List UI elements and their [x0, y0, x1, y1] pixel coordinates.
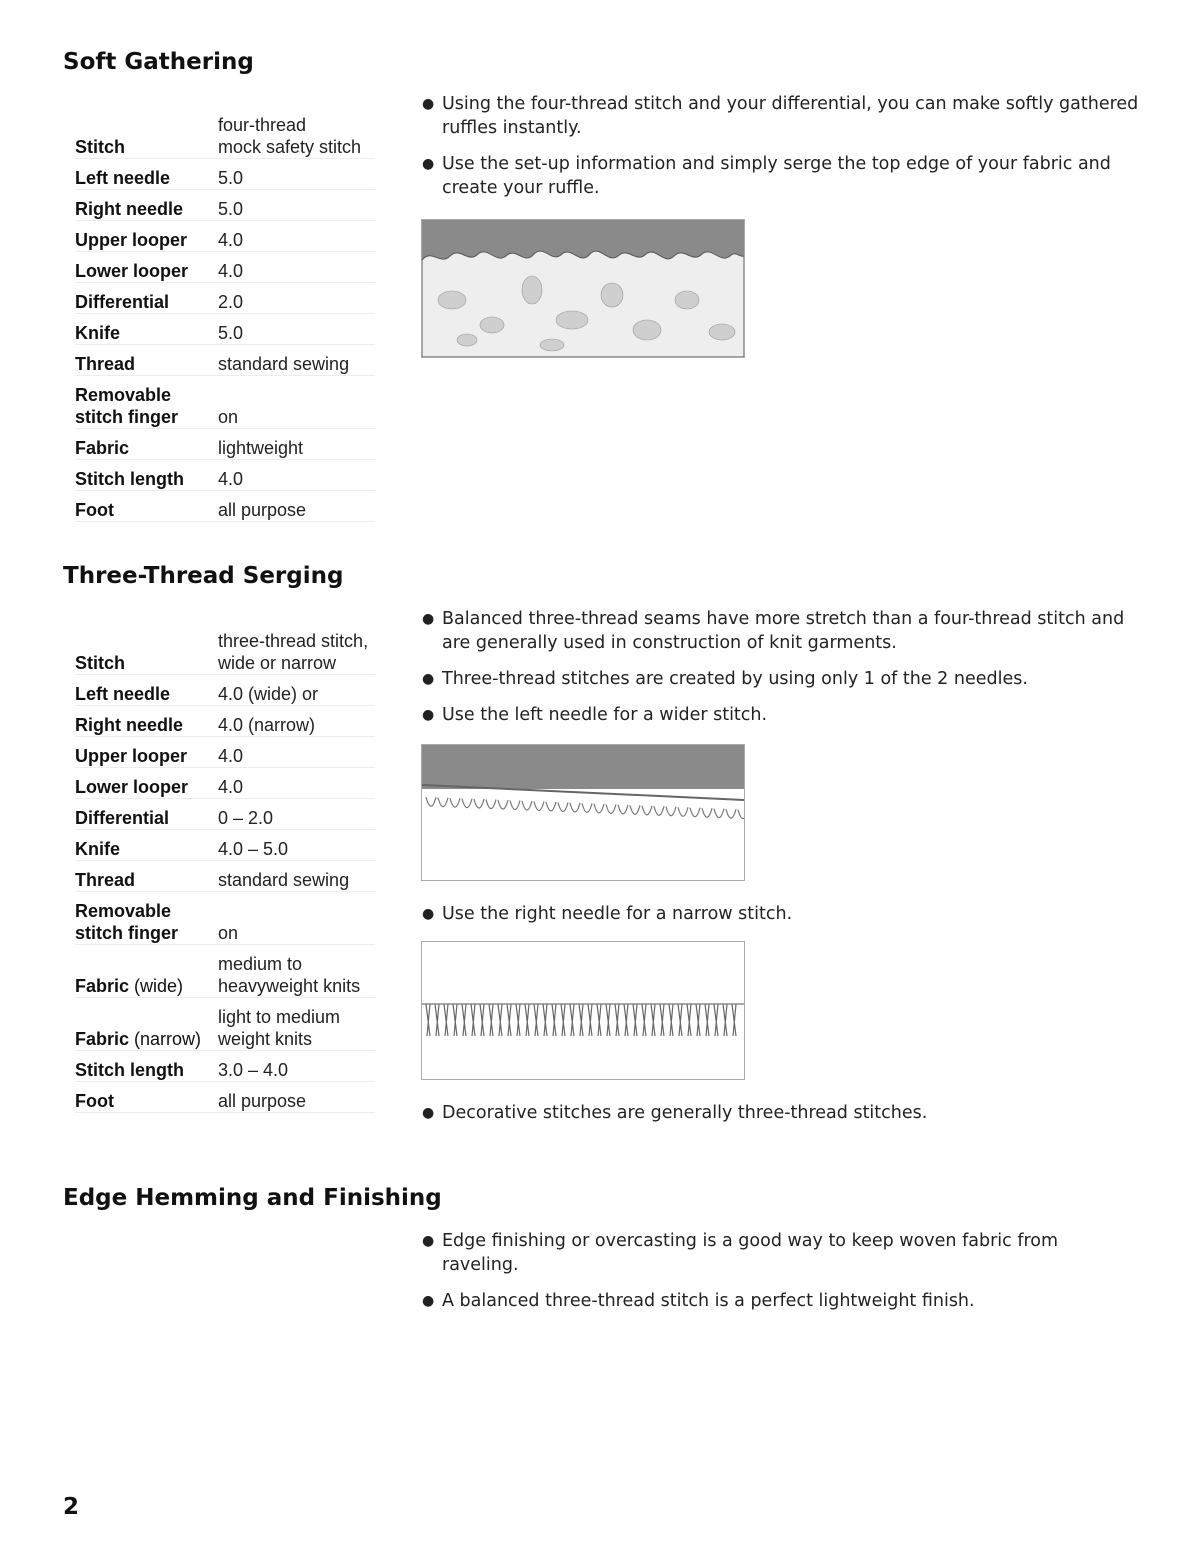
setting-label: Differential	[75, 292, 170, 312]
setting-label: Stitch	[75, 653, 126, 673]
page-number: 2	[63, 1494, 80, 1520]
bullet-text: Balanced three-thread seams have more stretch than a four-thread stitch and are generally used in construction of knit garments.	[442, 609, 1125, 653]
setting-value: 5.0	[218, 323, 244, 343]
setting-value: lightweight	[218, 438, 304, 458]
bullet-dot: ●	[422, 611, 435, 627]
setting-value: 5.0	[218, 199, 244, 219]
setting-label: Upper looper	[75, 230, 188, 250]
bullet-dot: ●	[422, 1233, 435, 1249]
setting-value: standard sewing	[218, 354, 350, 374]
setting-label-note: (narrow)	[129, 1029, 202, 1049]
setting-label: Differential	[75, 808, 170, 828]
setting-label: Knife	[75, 323, 120, 343]
setting-value: 4.0 (narrow)	[218, 715, 316, 735]
ruffle-sample-image	[421, 219, 745, 358]
bullet-list-soft-gathering	[420, 92, 1140, 200]
setting-label: Right needle	[75, 715, 184, 735]
section-title-soft-gathering: Soft Gathering	[63, 49, 254, 75]
bullet-item	[420, 667, 1140, 691]
bullet-text: Using the four-thread stitch and your differential, you can make softly gathered ruffles instantly.	[442, 94, 1139, 138]
setting-row	[75, 252, 375, 283]
bullet-item	[420, 92, 1140, 140]
setting-row	[75, 491, 375, 522]
bullet-item	[420, 607, 1140, 655]
bullet-dot: ●	[422, 1293, 435, 1309]
bullet-list-three-thread	[420, 607, 1140, 727]
bullet-item	[420, 703, 1140, 727]
setting-row	[75, 190, 375, 221]
setting-value: three-thread stitch, wide or narrow	[218, 631, 369, 673]
setting-label: Left needle	[75, 684, 171, 704]
setting-label: Right needle	[75, 199, 184, 219]
setting-row	[75, 283, 375, 314]
settings-table-three-thread	[75, 628, 375, 1113]
setting-value: 4.0	[218, 777, 244, 797]
bullet-item: ● Use the right needle for a narrow stitch.	[422, 904, 793, 924]
setting-label: Removable stitch finger	[75, 385, 179, 427]
bullet-text: Edge finishing or overcasting is a good way to keep woven fabric from raveling.	[442, 1231, 1059, 1275]
setting-row	[75, 376, 375, 429]
setting-value: all purpose	[218, 1091, 307, 1111]
setting-row	[75, 221, 375, 252]
bullet-item	[420, 1229, 1140, 1277]
bullet-item	[420, 152, 1140, 200]
setting-row	[75, 998, 375, 1051]
setting-label: Foot	[75, 1091, 114, 1111]
setting-value: 4.0	[218, 469, 244, 489]
bullet-text: Use the set-up information and simply serge the top edge of your fabric and create your ruffle.	[442, 154, 1111, 198]
setting-row	[75, 345, 375, 376]
setting-label: Stitch	[75, 137, 126, 157]
bullet-dot: ●	[422, 707, 435, 723]
setting-value: all purpose	[218, 500, 307, 520]
settings-table-soft-gathering	[75, 112, 375, 522]
setting-value: on	[218, 923, 239, 943]
bullet-item	[420, 1289, 1140, 1313]
setting-row	[75, 628, 375, 675]
setting-label-note: (wide)	[129, 976, 184, 996]
setting-label: Thread	[75, 354, 136, 374]
setting-row	[75, 945, 375, 998]
setting-row	[75, 675, 375, 706]
setting-label: Fabric (wide)	[75, 976, 184, 996]
setting-label: Stitch length	[75, 1060, 184, 1080]
setting-value: four-thread mock safety stitch	[218, 115, 362, 157]
setting-label: Thread	[75, 870, 136, 890]
setting-row	[75, 159, 375, 190]
bullet-text: Use the left needle for a wider stitch.	[442, 705, 768, 725]
bullet-dot: ●	[422, 671, 435, 687]
setting-value: 3.0 – 4.0	[218, 1060, 289, 1080]
setting-label: Foot	[75, 500, 114, 520]
setting-row	[75, 429, 375, 460]
setting-value: 2.0	[218, 292, 244, 312]
setting-value: light to medium weight knits	[218, 1007, 341, 1049]
setting-row	[75, 1082, 375, 1113]
setting-label: Left needle	[75, 168, 171, 188]
setting-row	[75, 799, 375, 830]
setting-value: 4.0	[218, 261, 244, 281]
setting-label: Lower looper	[75, 777, 189, 797]
bullet-text: Three-thread stitches are created by using only 1 of the 2 needles.	[442, 669, 1028, 689]
setting-label: Fabric	[75, 438, 130, 458]
setting-value: 4.0	[218, 230, 244, 250]
bullet-list-decorative	[420, 1101, 1140, 1125]
bullet-item: ● Decorative stitches are generally three-thread stitches.	[422, 1103, 928, 1123]
setting-row	[75, 112, 375, 159]
section-title-three-thread-serging: Three-Thread Serging	[63, 563, 344, 589]
setting-label: Upper looper	[75, 746, 188, 766]
setting-row	[75, 460, 375, 491]
setting-row	[75, 706, 375, 737]
setting-row	[75, 830, 375, 861]
narrow-stitch-sample-image	[421, 941, 745, 1080]
setting-row	[75, 892, 375, 945]
setting-label: Lower looper	[75, 261, 189, 281]
setting-value: medium to heavyweight knits	[218, 954, 361, 996]
setting-value: 4.0 – 5.0	[218, 839, 289, 859]
wide-stitch-sample-image	[421, 744, 745, 881]
setting-value: 0 – 2.0	[218, 808, 274, 828]
setting-value: standard sewing	[218, 870, 350, 890]
setting-row	[75, 768, 375, 799]
setting-value: 5.0	[218, 168, 244, 188]
bullet-list-edge-hemming	[420, 1229, 1140, 1313]
setting-value: 4.0 (wide) or	[218, 684, 319, 704]
setting-value: 4.0	[218, 746, 244, 766]
setting-value: on	[218, 407, 239, 427]
bullet-text: A balanced three-thread stitch is a perfect lightweight finish.	[442, 1291, 975, 1311]
setting-label: Removable stitch finger	[75, 901, 179, 943]
bullet-dot: ●	[422, 156, 435, 172]
setting-label: Fabric (narrow)	[75, 1029, 202, 1049]
setting-row	[75, 861, 375, 892]
setting-label: Stitch length	[75, 469, 184, 489]
setting-row	[75, 314, 375, 345]
bullet-list-narrow	[420, 902, 1140, 926]
bullet-dot: ●	[422, 96, 435, 112]
setting-label: Knife	[75, 839, 120, 859]
setting-row	[75, 1051, 375, 1082]
setting-row	[75, 737, 375, 768]
section-title-edge-hemming: Edge Hemming and Finishing	[63, 1185, 442, 1211]
